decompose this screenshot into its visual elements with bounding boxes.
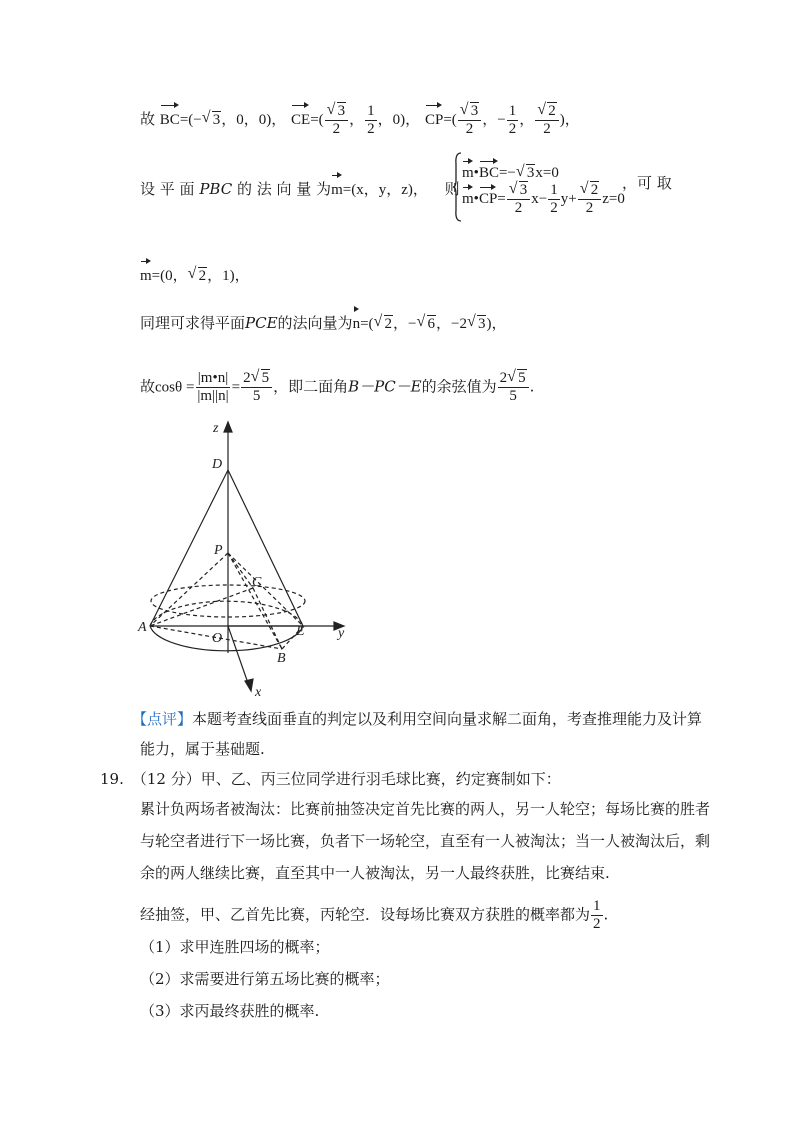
x-axis-arrow bbox=[245, 679, 253, 691]
radicand: 5 bbox=[518, 370, 526, 386]
eq2-eq: = bbox=[497, 190, 506, 207]
coef: 2 bbox=[243, 370, 251, 386]
numerator: 1 bbox=[508, 102, 517, 119]
ce-rest: =( bbox=[310, 112, 324, 128]
equation-1: m•BC=− √ 3x=0 bbox=[462, 158, 559, 182]
n-value-a: =( bbox=[360, 316, 374, 332]
seg-cb bbox=[253, 588, 282, 649]
bc-value: =(− bbox=[179, 112, 202, 128]
cone-figure bbox=[135, 418, 365, 698]
text: 设 平 面 bbox=[140, 180, 195, 198]
denominator: 2 bbox=[593, 916, 601, 932]
numerator: 1 bbox=[593, 898, 601, 914]
vector-bc bbox=[160, 112, 180, 128]
text-keyike bbox=[622, 172, 672, 194]
fraction-sqrt3-over-2: √ 3 2 bbox=[325, 103, 349, 138]
line-normal-pbc bbox=[140, 172, 460, 201]
text: 的余弦值为 bbox=[421, 377, 497, 396]
vector-n bbox=[353, 316, 361, 332]
sqrt-2: √ 2 bbox=[373, 313, 393, 332]
denominator: 2 bbox=[585, 200, 594, 216]
plane-pbc: PBC bbox=[199, 180, 233, 198]
vec-bc-label: BC bbox=[160, 102, 180, 131]
label-p: P bbox=[214, 543, 223, 558]
text: （1）求甲连胜四场的概率； bbox=[140, 938, 330, 956]
radicand: 3 bbox=[477, 316, 486, 332]
eq1-tail: x=0 bbox=[535, 165, 559, 181]
radicand: 3 bbox=[337, 102, 346, 119]
vec-m: m bbox=[462, 184, 474, 208]
text: 则 bbox=[444, 180, 460, 198]
label-a: A bbox=[138, 620, 147, 635]
denominator: 2 bbox=[465, 120, 474, 137]
cone-edge-de bbox=[228, 470, 303, 626]
line-cosine bbox=[140, 370, 534, 405]
numerator: 1 bbox=[550, 182, 558, 198]
fraction-sqrt3-over-2: √ 3 2 bbox=[458, 103, 482, 138]
z-axis-arrow bbox=[224, 422, 232, 432]
plane-pce: PCE bbox=[245, 314, 278, 332]
sqrt-3: √ 3 bbox=[466, 313, 486, 332]
text-prefix: 故 bbox=[140, 377, 156, 396]
vector-m bbox=[331, 182, 343, 198]
question-2 bbox=[140, 968, 390, 990]
radicand: 6 bbox=[427, 316, 435, 332]
sqrt-6: √ 6 bbox=[416, 313, 435, 332]
eq2-z: z=0 bbox=[602, 190, 625, 207]
vec-m: m bbox=[140, 258, 152, 287]
problem-19-header bbox=[100, 768, 561, 790]
label-e: E bbox=[296, 624, 305, 639]
fraction-2sqrt5-over-5: 2 √ 5 5 bbox=[498, 370, 529, 405]
question-1 bbox=[140, 936, 330, 958]
period: . bbox=[603, 905, 609, 924]
vec-cp: CP bbox=[479, 184, 497, 208]
text: ，即二面角 bbox=[273, 377, 349, 396]
coef: 2 bbox=[499, 370, 508, 386]
comment-text-2: 能力，属于基础题. bbox=[140, 740, 265, 758]
denominator: 2 bbox=[367, 120, 375, 137]
radicand: 2 bbox=[548, 102, 556, 119]
sqrt-3: √ 3 bbox=[515, 163, 535, 181]
comment-line-2 bbox=[140, 738, 265, 760]
vec-n-label: n bbox=[353, 306, 361, 335]
denominator: 2 bbox=[550, 200, 558, 216]
denominator: 5 bbox=[252, 388, 261, 404]
radicand: 2 bbox=[384, 316, 393, 332]
fraction-dot-over-norms bbox=[195, 370, 230, 405]
comment-block bbox=[132, 708, 702, 730]
vector-cp bbox=[425, 112, 443, 128]
comment-text-1: 本题考查线面垂直的判定以及利用空间向量求解二面角，考查推理能力及计算 bbox=[192, 710, 703, 728]
fraction-sqrt3-over-2: √ 3 2 bbox=[507, 182, 531, 217]
n-value-b: ，− bbox=[393, 316, 417, 332]
comment-tag: 【点评】 bbox=[132, 710, 193, 728]
cos-theta: cosθ = bbox=[155, 379, 195, 396]
dihedral-angle: B－PC－E bbox=[348, 377, 422, 396]
label-b: B bbox=[277, 651, 286, 666]
x-axis bbox=[228, 626, 249, 686]
cp-tail: )， bbox=[559, 112, 580, 128]
radicand: 3 bbox=[526, 165, 535, 181]
label-o: O bbox=[212, 631, 223, 646]
fraction-one-half bbox=[591, 898, 603, 933]
radicand: 3 bbox=[212, 112, 221, 128]
numerator: 1 bbox=[367, 102, 375, 119]
eq1-rest: =− bbox=[498, 165, 516, 181]
radicand: 5 bbox=[261, 370, 270, 386]
seg-ca bbox=[150, 588, 253, 626]
base-back-arc bbox=[150, 601, 303, 626]
equation-2: m•CP= √ 3 2 x− $\frac{1}{2}$ y+ √ 2 2 z=0 bbox=[462, 180, 625, 216]
denominator: 2 bbox=[543, 120, 551, 137]
label-z: z bbox=[213, 421, 219, 436]
text: 的法向量为 bbox=[277, 314, 353, 332]
fraction-1-over-2 bbox=[365, 103, 377, 138]
seg-pc bbox=[228, 553, 253, 588]
denominator: 5 bbox=[509, 388, 517, 404]
problem-rule-4 bbox=[140, 898, 608, 933]
vec-m-label: m bbox=[331, 172, 343, 201]
text: 经抽签，甲、乙首先比赛，丙轮空．设每场比赛双方获胜的概率都为 bbox=[140, 905, 591, 924]
denominator: 2 bbox=[332, 120, 341, 137]
text: 与轮空者进行下一场比赛，负者下一场轮空，直至有一人被淘汰；当一人被淘汰后，剩 bbox=[140, 832, 711, 850]
text-prefix: 故 bbox=[140, 110, 156, 128]
radicand: 3 bbox=[519, 182, 528, 198]
ce-tail: ，0)， bbox=[377, 112, 421, 128]
line-m-value bbox=[140, 258, 250, 287]
system-brace bbox=[452, 152, 462, 222]
problem-intro: （12 分）甲、乙、丙三位同学进行羽毛球比赛，约定赛制如下： bbox=[131, 770, 561, 788]
vec-bc: BC bbox=[479, 158, 499, 182]
text: 同理可求得平面 bbox=[140, 314, 246, 332]
cp-rest: =( bbox=[443, 112, 457, 128]
bc-rest: ，0，0)， bbox=[221, 112, 287, 128]
text: 的 法 向 量 为 bbox=[236, 180, 332, 198]
denominator: 2 bbox=[514, 200, 523, 216]
comma: ， bbox=[349, 112, 365, 128]
radicand: 2 bbox=[590, 182, 599, 198]
m-value-b: ，1)， bbox=[207, 268, 250, 284]
problem-rule-3 bbox=[140, 862, 610, 884]
denominator: |m||n| bbox=[197, 388, 229, 404]
fraction-sqrt2-over-2: √ 2 2 bbox=[578, 182, 602, 217]
label-c: C bbox=[252, 575, 262, 590]
m-value-a: =(0， bbox=[151, 268, 188, 284]
fraction-1-over-2 bbox=[548, 182, 560, 217]
denominator: 2 bbox=[508, 120, 517, 137]
eq2-x: x− bbox=[531, 190, 548, 207]
minus: − bbox=[497, 112, 506, 128]
period: . bbox=[529, 377, 535, 396]
text: （2）求需要进行第五场比赛的概率； bbox=[140, 970, 390, 988]
text: 余的两人继续比赛，直至其中一人被淘汰，另一人最终获胜，比赛结束. bbox=[140, 864, 610, 882]
vector-ce bbox=[291, 112, 310, 128]
n-value-d: )， bbox=[486, 316, 507, 332]
eq2-y: y+ bbox=[560, 190, 577, 207]
n-value-c: ，−2 bbox=[436, 316, 467, 332]
radicand: 2 bbox=[198, 268, 207, 284]
label-x: x bbox=[255, 685, 262, 698]
vec-ce-label: CE bbox=[291, 102, 310, 131]
text: （3）求丙最终获胜的概率. bbox=[140, 1002, 320, 1020]
text: ，可 取 bbox=[622, 174, 672, 192]
fraction-2sqrt5-over-5: 2 √ 5 5 bbox=[241, 370, 272, 405]
comma: ， bbox=[519, 112, 535, 128]
label-d: D bbox=[212, 457, 223, 472]
line-vectors bbox=[140, 102, 580, 138]
vec-cp-label: CP bbox=[425, 102, 443, 131]
sqrt-3-a: √ 3 bbox=[201, 109, 221, 128]
problem-rule-2 bbox=[140, 830, 710, 852]
problem-rule-1 bbox=[140, 798, 710, 820]
label-y: y bbox=[338, 626, 345, 641]
question-3 bbox=[140, 1000, 319, 1022]
m-value: =(x，y，z)， bbox=[342, 182, 428, 198]
fraction-1-over-2 bbox=[507, 103, 519, 138]
problem-number: 19. bbox=[100, 770, 124, 788]
comma: ， bbox=[482, 112, 498, 128]
radicand: 3 bbox=[470, 102, 479, 119]
sqrt-2: √ 2 bbox=[187, 265, 207, 284]
equals: = bbox=[231, 379, 241, 396]
text: 累计负两场者被淘汰：比赛前抽签决定首先比赛的两人，另一人轮空；每场比赛的胜者 bbox=[140, 800, 711, 818]
numerator: |m•n| bbox=[197, 370, 229, 386]
vec-m: m bbox=[462, 158, 474, 182]
fraction-sqrt2-over-2: √ 2 2 bbox=[535, 103, 559, 138]
line-normal-pce bbox=[140, 306, 506, 335]
